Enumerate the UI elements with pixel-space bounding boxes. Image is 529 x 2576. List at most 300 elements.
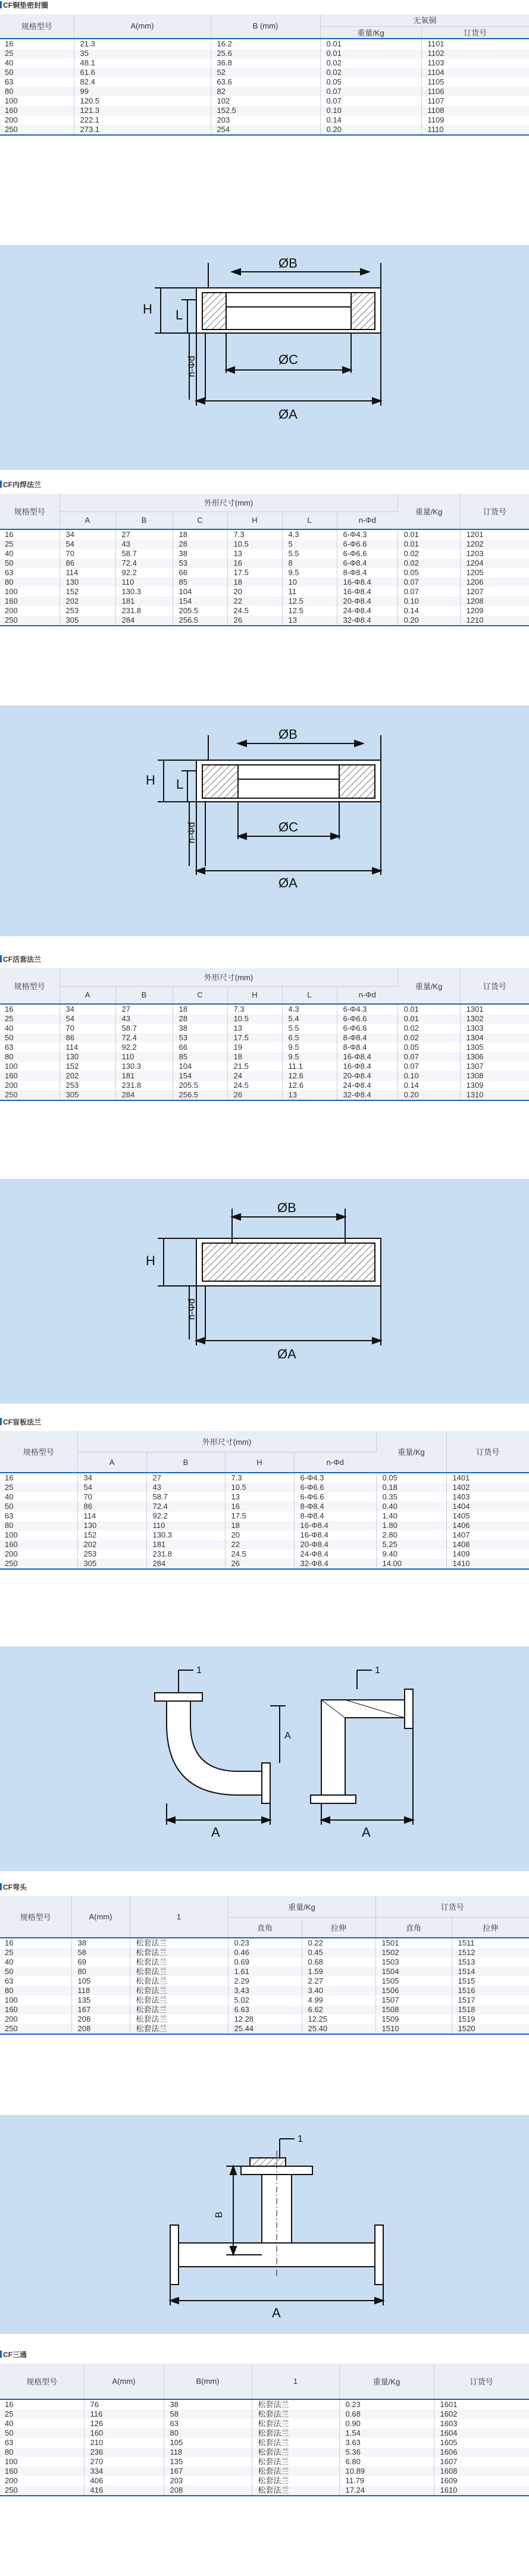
cell: 16-Φ8.4 xyxy=(337,1062,397,1071)
cell: 86 xyxy=(77,1502,146,1511)
header-a: A xyxy=(60,986,115,1004)
flange-section-drawing-2 xyxy=(0,705,529,936)
header-model: 规格型号 xyxy=(0,968,60,1004)
cell: 72.4 xyxy=(146,1502,225,1511)
cell: 12.6 xyxy=(282,1081,337,1090)
cell: 16-Φ8.4 xyxy=(337,587,397,597)
table-row xyxy=(0,549,529,559)
header-b: B xyxy=(115,512,173,529)
cell: 松套法兰 xyxy=(130,1957,228,1967)
table-row xyxy=(0,1492,529,1502)
cell: 3.63 xyxy=(339,2438,434,2448)
cell: 8-Φ8.4 xyxy=(337,1033,397,1043)
cell: 63 xyxy=(0,77,74,87)
blank-flange-drawing xyxy=(0,1179,529,1404)
cell: 0.01 xyxy=(397,1014,460,1024)
table-row xyxy=(0,1502,529,1511)
cell: 86 xyxy=(60,1033,115,1043)
cell: 25 xyxy=(0,1948,71,1957)
table-row xyxy=(0,606,529,616)
cell: 1605 xyxy=(434,2438,529,2448)
cell: 24.5 xyxy=(225,1549,294,1559)
cell: 0.35 xyxy=(376,1492,446,1502)
cell: 松套法兰 xyxy=(252,2419,339,2428)
cell: 76 xyxy=(84,2399,164,2409)
cell: 80 xyxy=(0,87,74,96)
header-a: A(mm) xyxy=(71,1896,130,1938)
table-row xyxy=(0,96,529,106)
cell: 250 xyxy=(0,1559,77,1569)
cell: 110 xyxy=(115,578,173,587)
cell: 253 xyxy=(77,1549,146,1559)
cell: 4.3 xyxy=(282,1004,337,1014)
cell: 85 xyxy=(173,1052,227,1062)
cell: 0.68 xyxy=(302,1957,375,1967)
cell: 1601 xyxy=(434,2399,529,2409)
cell: 1514 xyxy=(452,1967,529,1976)
cell: 100 xyxy=(0,1530,77,1540)
cell: 1405 xyxy=(446,1511,529,1521)
cell: 34 xyxy=(60,1004,115,1014)
cell: 11.79 xyxy=(339,2476,434,2486)
cell: 1409 xyxy=(446,1549,529,1559)
cell: 16-Φ8.4 xyxy=(294,1530,376,1540)
header-right-angle-order: 直角 xyxy=(375,1917,452,1938)
header-nd: n-Φd xyxy=(337,512,397,529)
cell: 1107 xyxy=(421,96,529,106)
cell: 1520 xyxy=(452,2024,529,2034)
cell: 0.20 xyxy=(397,1090,460,1100)
table-row xyxy=(0,578,529,587)
cell: 0.07 xyxy=(397,578,460,587)
cell: 5.02 xyxy=(228,1995,302,2005)
cell: 38 xyxy=(173,549,227,559)
cell: 53 xyxy=(173,1033,227,1043)
cell: 18 xyxy=(225,1521,294,1530)
cell: 54 xyxy=(60,1014,115,1024)
cell: 54 xyxy=(60,539,115,549)
cell: 80 xyxy=(0,1052,60,1062)
cell: 104 xyxy=(173,1062,227,1071)
cell: 1203 xyxy=(460,549,529,559)
dim-h: H xyxy=(146,773,155,787)
cell: 1507 xyxy=(375,1995,452,2005)
table-row xyxy=(0,1521,529,1530)
cell: 58.7 xyxy=(115,549,173,559)
cell: 1610 xyxy=(434,2486,529,2496)
table-row xyxy=(0,1957,529,1967)
header-weight: 重量/Kg xyxy=(320,26,421,39)
header-a: A xyxy=(60,512,115,529)
section-title-elbow: CF弯头 xyxy=(0,1882,27,1892)
cell: 256.5 xyxy=(173,616,227,626)
cell: 118 xyxy=(164,2448,252,2457)
cell: 70 xyxy=(60,1024,115,1033)
cell: 105 xyxy=(71,1976,130,1986)
table-row xyxy=(0,58,529,68)
cell: 2.29 xyxy=(228,1976,302,1986)
header-order-no: 订货号 xyxy=(446,1431,529,1473)
cell: 200 xyxy=(0,1081,60,1090)
cell: 1519 xyxy=(452,2015,529,2024)
table-blank xyxy=(0,1431,529,1570)
cell: 305 xyxy=(60,616,115,626)
dim-l: L xyxy=(176,777,184,792)
cell: 松套法兰 xyxy=(252,2409,339,2419)
cell: 1512 xyxy=(452,1948,529,1957)
cell: 208 xyxy=(71,2024,130,2034)
cell: 1503 xyxy=(375,1957,452,1967)
cell: 16 xyxy=(0,2399,84,2409)
cell: 80 xyxy=(164,2428,252,2438)
table-row xyxy=(0,559,529,568)
cell: 1508 xyxy=(375,2005,452,2015)
cell: 130 xyxy=(60,578,115,587)
table-row xyxy=(0,1948,529,1957)
cell: 1403 xyxy=(446,1492,529,1502)
cell: 160 xyxy=(0,1540,77,1549)
cell: 130 xyxy=(60,1052,115,1062)
cell: 1305 xyxy=(460,1043,529,1052)
table-row xyxy=(0,2428,529,2438)
cell: 203 xyxy=(164,2476,252,2486)
header-b: B xyxy=(115,986,173,1004)
cell: 1202 xyxy=(460,539,529,549)
cell: 0.02 xyxy=(397,1033,460,1043)
dim-b: B xyxy=(214,2211,224,2218)
cell: 202 xyxy=(77,1540,146,1549)
cell: 0.20 xyxy=(320,125,421,135)
table-row xyxy=(0,87,529,96)
table-row xyxy=(0,1540,529,1549)
cell: 5 xyxy=(282,539,337,549)
cell: 105 xyxy=(164,2438,252,2448)
cell: 92.2 xyxy=(115,568,173,578)
dim-ob: ØB xyxy=(278,727,298,742)
cell: 135 xyxy=(71,1995,130,2005)
cell: 54 xyxy=(77,1483,146,1492)
cell: 1502 xyxy=(375,1948,452,1957)
label-flange-2: 1 xyxy=(375,1665,380,1676)
cell: 222.1 xyxy=(74,115,211,125)
cell: 256.5 xyxy=(173,1090,227,1100)
cell: 2.80 xyxy=(376,1530,446,1540)
header-right-angle: 直角 xyxy=(228,1917,302,1938)
cell: 1401 xyxy=(446,1473,529,1483)
cell: 1301 xyxy=(460,1004,529,1014)
cell: 63 xyxy=(0,1511,77,1521)
table-row xyxy=(0,1052,529,1062)
cell: 1505 xyxy=(375,1976,452,1986)
cell: 250 xyxy=(0,1090,60,1100)
cell: 69 xyxy=(71,1957,130,1967)
cell: 18 xyxy=(227,578,282,587)
table-row xyxy=(0,2419,529,2428)
cell: 18 xyxy=(173,529,227,539)
cell: 40 xyxy=(0,1957,71,1967)
cell: 85 xyxy=(173,578,227,587)
cell: 118 xyxy=(71,1986,130,1995)
cell: 5.25 xyxy=(376,1540,446,1549)
table-row xyxy=(0,1024,529,1033)
cell: 4.99 xyxy=(302,1995,375,2005)
cell: 5.4 xyxy=(282,1014,337,1024)
cell: 205.5 xyxy=(173,606,227,616)
cell: 0.01 xyxy=(320,49,421,58)
cell: 0.46 xyxy=(228,1948,302,1957)
cell: 80 xyxy=(0,1521,77,1530)
cell: 1402 xyxy=(446,1483,529,1492)
table-row xyxy=(0,1014,529,1024)
cell: 1513 xyxy=(452,1957,529,1967)
cell: 26 xyxy=(225,1559,294,1569)
table-row xyxy=(0,1986,529,1995)
cell: 63.6 xyxy=(211,77,320,87)
cell: 284 xyxy=(146,1559,225,1569)
cell: 32-Φ8.4 xyxy=(294,1559,376,1569)
cell: 24-Φ8.4 xyxy=(337,606,397,616)
cell: 167 xyxy=(71,2005,130,2015)
cell: 松套法兰 xyxy=(252,2457,339,2467)
header-model: 规格型号 xyxy=(0,2364,84,2399)
cell: 181 xyxy=(115,597,173,606)
cell: 43 xyxy=(115,539,173,549)
cell: 6-Φ4.3 xyxy=(337,529,397,539)
cell: 130.3 xyxy=(146,1530,225,1540)
cell: 0.02 xyxy=(397,549,460,559)
header-order-no: 订货号 xyxy=(375,1896,529,1917)
cell: 0.45 xyxy=(302,1948,375,1957)
cell: 3.40 xyxy=(302,1986,375,1995)
cell: 16 xyxy=(0,1004,60,1014)
table-row xyxy=(0,1995,529,2005)
cell: 25 xyxy=(0,2409,84,2419)
cell: 100 xyxy=(0,1995,71,2005)
cell: 231.8 xyxy=(146,1549,225,1559)
cell: 0.07 xyxy=(320,87,421,96)
cell: 120.5 xyxy=(74,96,211,106)
header-order-no: 订货号 xyxy=(421,26,529,39)
cell: 20-Φ8.4 xyxy=(294,1540,376,1549)
cell: 13 xyxy=(225,1492,294,1502)
drawing-band-2 xyxy=(0,705,529,936)
cell: 0.10 xyxy=(320,106,421,115)
header-model: 规格型号 xyxy=(0,1896,71,1938)
cell: 80 xyxy=(0,1986,71,1995)
cell: 7.3 xyxy=(227,1004,282,1014)
cell: 1604 xyxy=(434,2428,529,2438)
cell: 松套法兰 xyxy=(252,2467,339,2476)
cell: 40 xyxy=(0,1492,77,1502)
cell: 160 xyxy=(0,2005,71,2015)
cell: 200 xyxy=(0,2015,71,2024)
cell: 1205 xyxy=(460,568,529,578)
cell: 305 xyxy=(60,1090,115,1100)
cell: 334 xyxy=(84,2467,164,2476)
cell: 1515 xyxy=(452,1976,529,1986)
flange-section-drawing-1 xyxy=(0,245,529,470)
cell: 1606 xyxy=(434,2448,529,2457)
cell: 48.1 xyxy=(74,58,211,68)
header-flange: 1 xyxy=(130,1896,228,1938)
cell: 9.40 xyxy=(376,1549,446,1559)
dim-nd: n-Φd xyxy=(187,356,197,377)
cell: 13 xyxy=(227,549,282,559)
cell: 160 xyxy=(0,2467,84,2476)
label-flange-1: 1 xyxy=(196,1665,202,1676)
cell: 6-Φ6.6 xyxy=(294,1483,376,1492)
cell: 80 xyxy=(0,2448,84,2457)
cell: 284 xyxy=(115,1090,173,1100)
cell: 0.07 xyxy=(397,1062,460,1071)
table-row xyxy=(0,2409,529,2419)
table-row xyxy=(0,2467,529,2476)
table-row xyxy=(0,68,529,77)
cell: 松套法兰 xyxy=(130,1976,228,1986)
cell: 0.02 xyxy=(320,68,421,77)
cell: 0.02 xyxy=(397,559,460,568)
cell: 0.68 xyxy=(339,2409,434,2419)
cell: 80 xyxy=(71,1967,130,1976)
cell: 6-Φ6.6 xyxy=(337,539,397,549)
cell: 273.1 xyxy=(74,125,211,135)
header-a: A(mm) xyxy=(84,2364,164,2399)
cell: 1406 xyxy=(446,1521,529,1530)
cell: 22 xyxy=(225,1540,294,1549)
cell: 1101 xyxy=(421,39,529,49)
cell: 1109 xyxy=(421,115,529,125)
cell: 6.63 xyxy=(228,2005,302,2015)
cell: 24-Φ8.4 xyxy=(294,1549,376,1559)
cell: 160 xyxy=(0,106,74,115)
header-flange: 1 xyxy=(252,2364,339,2399)
dim-oa: ØA xyxy=(278,876,298,890)
cell: 20-Φ8.4 xyxy=(337,1071,397,1081)
cell: 松套法兰 xyxy=(252,2399,339,2409)
table-row xyxy=(0,2015,529,2024)
header-h: H xyxy=(225,1452,294,1473)
cell: 1106 xyxy=(421,87,529,96)
cell: 0.90 xyxy=(339,2419,434,2428)
cell: 11 xyxy=(282,587,337,597)
table-row xyxy=(0,1062,529,1071)
cell: 3.43 xyxy=(228,1986,302,1995)
cell: 1518 xyxy=(452,2005,529,2015)
cell: 松套法兰 xyxy=(130,1967,228,1976)
table-row xyxy=(0,616,529,626)
cell: 1602 xyxy=(434,2409,529,2419)
cell: 6-Φ4.3 xyxy=(337,1004,397,1014)
cell: 27 xyxy=(115,1004,173,1014)
cell: 35 xyxy=(74,49,211,58)
cell: 53 xyxy=(173,559,227,568)
cell: 92.2 xyxy=(146,1511,225,1521)
cell: 16 xyxy=(0,529,60,539)
cell: 0.02 xyxy=(320,58,421,68)
cell: 7.3 xyxy=(225,1473,294,1483)
cell: 松套法兰 xyxy=(130,1986,228,1995)
cell: 34 xyxy=(77,1473,146,1483)
table-elbow xyxy=(0,1896,529,2035)
cell: 10.89 xyxy=(339,2467,434,2476)
cell: 58.7 xyxy=(146,1492,225,1502)
cell: 416 xyxy=(84,2486,164,2496)
cell: 110 xyxy=(115,1052,173,1062)
cell: 21.3 xyxy=(74,39,211,49)
table-row xyxy=(0,1081,529,1090)
header-b: B xyxy=(146,1452,225,1473)
cell: 1603 xyxy=(434,2419,529,2428)
header-nd: n-Φd xyxy=(294,1452,376,1473)
cell: 231.8 xyxy=(115,1081,173,1090)
dim-oa: ØA xyxy=(277,1347,296,1361)
header-stretch: 拉伸 xyxy=(302,1917,375,1938)
cell: 208 xyxy=(164,2486,252,2496)
cell: 1504 xyxy=(375,1967,452,1976)
table-row xyxy=(0,106,529,115)
cell: 50 xyxy=(0,2428,84,2438)
header-nd: n-Φd xyxy=(337,986,397,1004)
cell: 34 xyxy=(60,529,115,539)
cell: 1.54 xyxy=(339,2428,434,2438)
table-row xyxy=(0,1511,529,1521)
cell: 1108 xyxy=(421,106,529,115)
table-gasket xyxy=(0,14,529,136)
cell: 0.05 xyxy=(397,568,460,578)
cell: 2.27 xyxy=(302,1976,375,1986)
header-weight: 重量/Kg xyxy=(228,1896,375,1917)
cell: 10 xyxy=(282,578,337,587)
cell: 100 xyxy=(0,1062,60,1071)
cell: 205.5 xyxy=(173,1081,227,1090)
dim-a-3: A xyxy=(284,1731,291,1741)
cell: 0.01 xyxy=(397,529,460,539)
cell: 9.5 xyxy=(282,1052,337,1062)
cell: 28 xyxy=(173,1014,227,1024)
cell: 8-Φ8.4 xyxy=(337,568,397,578)
cell: 61.6 xyxy=(74,68,211,77)
cell: 8-Φ8.4 xyxy=(294,1511,376,1521)
cell: 1.59 xyxy=(302,1967,375,1976)
table-row xyxy=(0,115,529,125)
cell: 40 xyxy=(0,1024,60,1033)
cell: 10.5 xyxy=(225,1483,294,1492)
cell: 32-Φ8.4 xyxy=(337,1090,397,1100)
cell: 50 xyxy=(0,559,60,568)
cell: 1105 xyxy=(421,77,529,87)
cell: 231.8 xyxy=(115,606,173,616)
drawing-band-3 xyxy=(0,1179,529,1404)
table-row xyxy=(0,529,529,539)
cell: 6-Φ4.3 xyxy=(294,1473,376,1483)
cell: 130.3 xyxy=(115,587,173,597)
cell: 152 xyxy=(77,1530,146,1540)
cell: 0.01 xyxy=(397,539,460,549)
dim-a: A xyxy=(272,2305,281,2320)
table-row xyxy=(0,587,529,597)
cell: 38 xyxy=(164,2399,252,2409)
cell: 13 xyxy=(227,1024,282,1033)
header-model: 规格型号 xyxy=(0,494,60,529)
cell: 0.05 xyxy=(397,1043,460,1052)
cell: 16-Φ8.4 xyxy=(294,1521,376,1530)
table-tee xyxy=(0,2364,529,2496)
elbow-drawing xyxy=(0,1646,529,1871)
cell: 66 xyxy=(173,1043,227,1052)
cell: 27 xyxy=(115,529,173,539)
cell: 1506 xyxy=(375,1986,452,1995)
cell: 0.10 xyxy=(397,597,460,606)
